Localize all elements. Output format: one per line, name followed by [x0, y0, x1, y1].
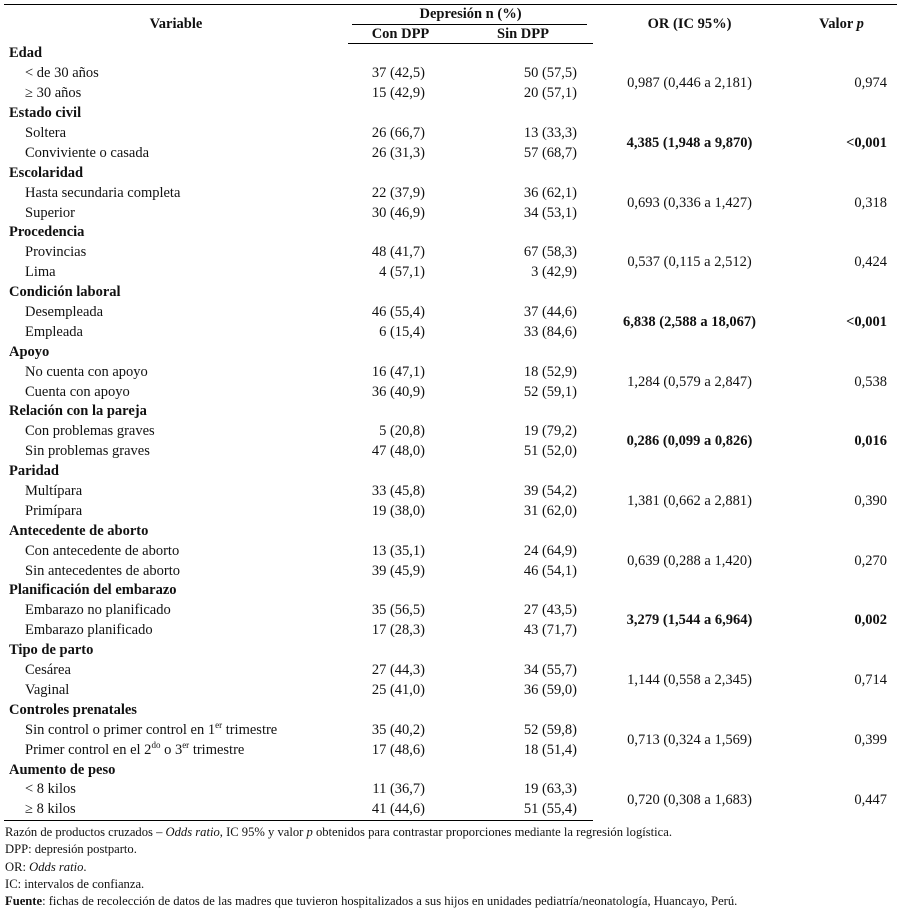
note1-text-c: obtenidos para contrastar proporciones mediante la regresión logística. [312, 825, 672, 839]
group-title: Relación con la pareja [9, 403, 147, 420]
cell-con-dpp: 19 (38,0) [371, 502, 425, 519]
row-label-text: Desempleada [25, 304, 104, 321]
cell-sin-dpp: 67 (58,3) [523, 244, 578, 261]
note1-text-b: , IC 95% y valor [219, 825, 307, 839]
note1-text-a: Razón de productos cruzados – [5, 825, 166, 839]
row-label-text: Lima [25, 264, 56, 281]
cell-con-dpp: 4 (57,1) [379, 264, 425, 281]
cell-con-dpp: 25 (41,0) [371, 681, 425, 698]
cell-or: 4,385 (1,948 a 9,870) [626, 134, 753, 151]
cell-con-dpp: 13 (35,1) [371, 542, 425, 559]
cell-or: 1,144 (0,558 a 2,345) [627, 672, 752, 688]
row-label-text: Provincias [25, 244, 87, 261]
group-header-row [4, 521, 897, 541]
row-label-text: Conviviente o casada [25, 144, 150, 161]
row-label [4, 362, 348, 382]
cell-p-value: 0,318 [854, 194, 888, 211]
row-label-text: < 8 kilos [25, 781, 76, 798]
group-header-row [4, 760, 897, 780]
row-label [4, 541, 348, 561]
cell-sin-dpp: 27 (43,5) [523, 602, 578, 619]
row-label-mid: o 3 [160, 741, 183, 758]
note3-italic: Odds ratio [29, 859, 84, 874]
group-header-row [4, 641, 897, 661]
group-header-row [4, 402, 897, 422]
row-label-text: Multípara [25, 483, 83, 500]
note1-italic-a: Odds ratio [165, 825, 220, 839]
header-sin-dpp: Sin DPP [453, 25, 593, 44]
table-row [4, 661, 897, 681]
row-label [4, 322, 348, 342]
cell-sin-dpp: 34 (55,7) [523, 662, 578, 679]
header-con-dpp: Con DPP [348, 25, 453, 44]
cell-p-value: 0,714 [854, 672, 888, 688]
cell-sin-dpp: 51 (52,0) [523, 443, 578, 460]
table-row [4, 780, 897, 800]
cell-con-dpp: 17 (48,6) [371, 741, 425, 758]
row-label-text: Embarazo planificado [25, 622, 153, 639]
row-label [4, 124, 348, 144]
group-title: Procedencia [9, 224, 85, 241]
row-label [4, 183, 348, 203]
table-body [4, 44, 897, 821]
cell-sin-dpp: 46 (54,1) [523, 562, 578, 579]
cell-or: 3,279 (1,544 a 6,964) [626, 612, 753, 629]
row-label [4, 64, 348, 84]
row-label-text: Primer control en el 2 [25, 741, 152, 758]
cell-sin-dpp: 24 (64,9) [523, 542, 578, 559]
row-label-text: Hasta secundaria completa [25, 184, 181, 201]
header-depresion-label: Depresión n (%) [419, 6, 522, 22]
group-title: Controles prenatales [9, 701, 137, 718]
table-row [4, 601, 897, 621]
cell-p-value: 0,390 [854, 492, 888, 509]
cell-sin-dpp: 52 (59,8) [523, 721, 578, 738]
group-header-row [4, 104, 897, 124]
cell-sin-dpp: 51 (55,4) [453, 800, 593, 820]
row-label [4, 601, 348, 621]
group-title: Paridad [9, 463, 59, 480]
cell-p-value: <0,001 [846, 313, 888, 330]
group-title: Edad [9, 45, 43, 62]
cell-sin-dpp: 36 (62,1) [523, 184, 578, 201]
row-label [4, 561, 348, 581]
row-label-after: trimestre [189, 741, 245, 758]
cell-sin-dpp: 18 (52,9) [523, 363, 578, 380]
ordinal-superscript-2: er [182, 739, 190, 750]
header-depresion-group [348, 5, 593, 26]
note3-text-b: . [83, 859, 87, 874]
table-row [4, 183, 897, 203]
cell-or: 0,987 (0,446 a 2,181) [627, 75, 752, 92]
note-ic: IC: intervalos de confianza. [5, 876, 145, 891]
row-label [4, 203, 348, 223]
table-row [4, 362, 897, 382]
cell-con-dpp: 16 (47,1) [371, 363, 425, 380]
cell-p-value: 0,424 [854, 254, 888, 271]
cell-or: 0,713 (0,324 a 1,569) [627, 731, 752, 748]
row-label-text: Vaginal [25, 681, 70, 698]
cell-sin-dpp: 19 (63,3) [523, 781, 578, 798]
table-notes [5, 824, 737, 910]
row-label [4, 303, 348, 323]
cell-p-value: 0,399 [854, 731, 888, 748]
cell-sin-dpp: 31 (62,0) [523, 502, 578, 519]
group-title: Escolaridad [9, 164, 84, 181]
group-title: Antecedente de aborto [9, 522, 149, 539]
table-row [4, 482, 897, 502]
row-label-text: Empleada [25, 323, 83, 340]
cell-con-dpp: 36 (40,9) [371, 383, 425, 400]
row-label-text: Con problemas graves [25, 423, 155, 440]
header-valor-p [786, 5, 897, 44]
results-table [4, 4, 897, 821]
cell-sin-dpp: 37 (44,6) [523, 304, 578, 321]
row-label [4, 263, 348, 283]
row-label [4, 501, 348, 521]
row-label-text: Primípara [25, 502, 83, 519]
cell-p-value: 0,016 [854, 433, 888, 450]
cell-or: 0,286 (0,099 a 0,826) [626, 433, 753, 450]
row-label-text: ≥ 30 años [25, 85, 82, 102]
note-or [5, 859, 737, 876]
note5-text: : fichas de recolección de datos de las madres que tuvieron hospitalizados a sus hijos en unidades pediatría/neonatología, Huancayo, Perú. [42, 894, 738, 909]
cell-con-dpp: 5 (20,8) [379, 423, 425, 440]
cell-con-dpp: 46 (55,4) [371, 304, 425, 321]
row-label [4, 382, 348, 402]
cell-con-dpp: 47 (48,0) [371, 443, 425, 460]
table-row [4, 243, 897, 263]
group-title: Apoyo [9, 343, 50, 360]
ordinal-superscript: er [215, 719, 223, 730]
group-header-row [4, 223, 897, 243]
cell-con-dpp: 39 (45,9) [371, 562, 425, 579]
table-row [4, 541, 897, 561]
cell-sin-dpp: 50 (57,5) [523, 65, 578, 82]
cell-con-dpp: 11 (36,7) [372, 781, 425, 798]
cell-sin-dpp: 39 (54,2) [523, 483, 578, 500]
cell-p-value: 0,974 [854, 75, 888, 92]
group-title: Condición laboral [9, 284, 121, 301]
note1-italic-b: p [306, 825, 313, 839]
row-label [4, 800, 348, 820]
cell-con-dpp: 35 (56,5) [371, 602, 425, 619]
table-header [4, 5, 897, 44]
cell-or: 1,381 (0,662 a 2,881) [627, 492, 752, 509]
cell-sin-dpp: 43 (71,7) [523, 622, 578, 639]
note3-text-a: OR: [5, 859, 30, 874]
table-row [4, 720, 897, 740]
ordinal-superscript: do [151, 739, 161, 750]
note-fuente [5, 893, 737, 910]
row-label-text: ≥ 8 kilos [25, 801, 76, 818]
row-label [4, 661, 348, 681]
cell-or: 0,639 (0,288 a 1,420) [627, 552, 752, 569]
group-title: Planificación del embarazo [9, 582, 177, 599]
row-label-text: Embarazo no planificado [25, 602, 171, 619]
row-label [4, 740, 348, 760]
cell-sin-dpp: 52 (59,1) [523, 383, 578, 400]
cell-con-dpp: 17 (28,3) [371, 622, 425, 639]
cell-or: 0,537 (0,115 a 2,512) [627, 254, 752, 271]
cell-sin-dpp: 13 (33,3) [523, 125, 578, 141]
row-label [4, 780, 348, 800]
cell-con-dpp: 26 (66,7) [371, 125, 425, 141]
cell-con-dpp: 35 (40,2) [371, 721, 425, 738]
note5-bold: Fuente [5, 894, 43, 909]
group-header-row [4, 462, 897, 482]
group-header-row [4, 44, 897, 64]
row-label-text: Cesárea [25, 662, 71, 679]
cell-or: 1,284 (0,579 a 2,847) [627, 373, 752, 390]
note-dpp: DPP: depresión postparto. [5, 842, 137, 857]
row-label [4, 482, 348, 502]
group-title: Estado civil [9, 105, 82, 122]
group-header-row [4, 581, 897, 601]
row-label [4, 442, 348, 462]
header-variable: Variable [149, 15, 203, 32]
row-label [4, 243, 348, 263]
row-label-text: Cuenta con apoyo [25, 383, 130, 400]
row-label-text: No cuenta con apoyo [25, 363, 148, 380]
row-label [4, 681, 348, 701]
cell-sin-dpp: 34 (53,1) [523, 204, 578, 221]
cell-or: 0,720 (0,308 a 1,683) [627, 791, 752, 808]
cell-p-value: 0,270 [854, 552, 888, 569]
valor-p-italic: p [856, 15, 864, 32]
cell-con-dpp: 41 (44,6) [348, 800, 453, 820]
cell-sin-dpp: 20 (57,1) [523, 85, 578, 102]
cell-sin-dpp: 57 (68,7) [523, 144, 578, 161]
cell-con-dpp: 15 (42,9) [371, 85, 425, 102]
group-header-row [4, 163, 897, 183]
cell-or: 0,693 (0,336 a 1,427) [627, 194, 752, 211]
cell-con-dpp: 27 (44,3) [371, 662, 425, 679]
cell-sin-dpp: 3 (42,9) [531, 264, 578, 281]
cell-con-dpp: 6 (15,4) [379, 323, 425, 340]
header-or: OR (IC 95%) [647, 15, 732, 32]
group-title: Tipo de parto [9, 642, 94, 659]
row-label [4, 621, 348, 641]
cell-p-value: 0,447 [854, 791, 888, 808]
row-label-text: < de 30 años [25, 65, 99, 82]
row-label-after: trimestre [222, 721, 278, 738]
cell-sin-dpp: 33 (84,6) [523, 323, 578, 340]
cell-p-value: 0,002 [854, 612, 888, 629]
row-label-text: Sin problemas graves [25, 443, 150, 460]
table-row [4, 64, 897, 84]
cell-con-dpp: 26 (31,3) [371, 144, 425, 161]
row-label-text: Soltera [25, 125, 67, 141]
row-label [4, 84, 348, 104]
table-row [4, 303, 897, 323]
row-label-text: Superior [25, 204, 75, 221]
row-label-text: Sin antecedentes de aborto [25, 562, 181, 579]
cell-con-dpp: 30 (46,9) [371, 204, 425, 221]
cell-con-dpp: 48 (41,7) [371, 244, 425, 261]
cell-con-dpp: 22 (37,9) [371, 184, 425, 201]
row-label [4, 720, 348, 740]
group-header-row [4, 342, 897, 362]
group-title: Aumento de peso [9, 761, 116, 778]
row-label-text: Sin control o primer control en 1 [25, 721, 216, 738]
group-header-row [4, 283, 897, 303]
cell-con-dpp: 33 (45,8) [371, 483, 425, 500]
row-label [4, 143, 348, 163]
cell-or: 6,838 (2,588 a 18,067) [623, 313, 756, 330]
table-row [4, 124, 897, 144]
group-header-row [4, 700, 897, 720]
row-label-text: Con antecedente de aborto [25, 542, 180, 559]
table-row [4, 422, 897, 442]
cell-sin-dpp: 36 (59,0) [523, 681, 578, 698]
cell-sin-dpp: 18 (51,4) [523, 741, 578, 758]
note-odds-ratio [5, 824, 737, 841]
cell-con-dpp: 37 (42,5) [371, 65, 425, 82]
cell-p-value: 0,538 [854, 373, 888, 390]
valor-p-text: Valor [819, 15, 857, 32]
row-label [4, 422, 348, 442]
cell-p-value: <0,001 [846, 134, 888, 151]
cell-sin-dpp: 19 (79,2) [523, 423, 578, 440]
